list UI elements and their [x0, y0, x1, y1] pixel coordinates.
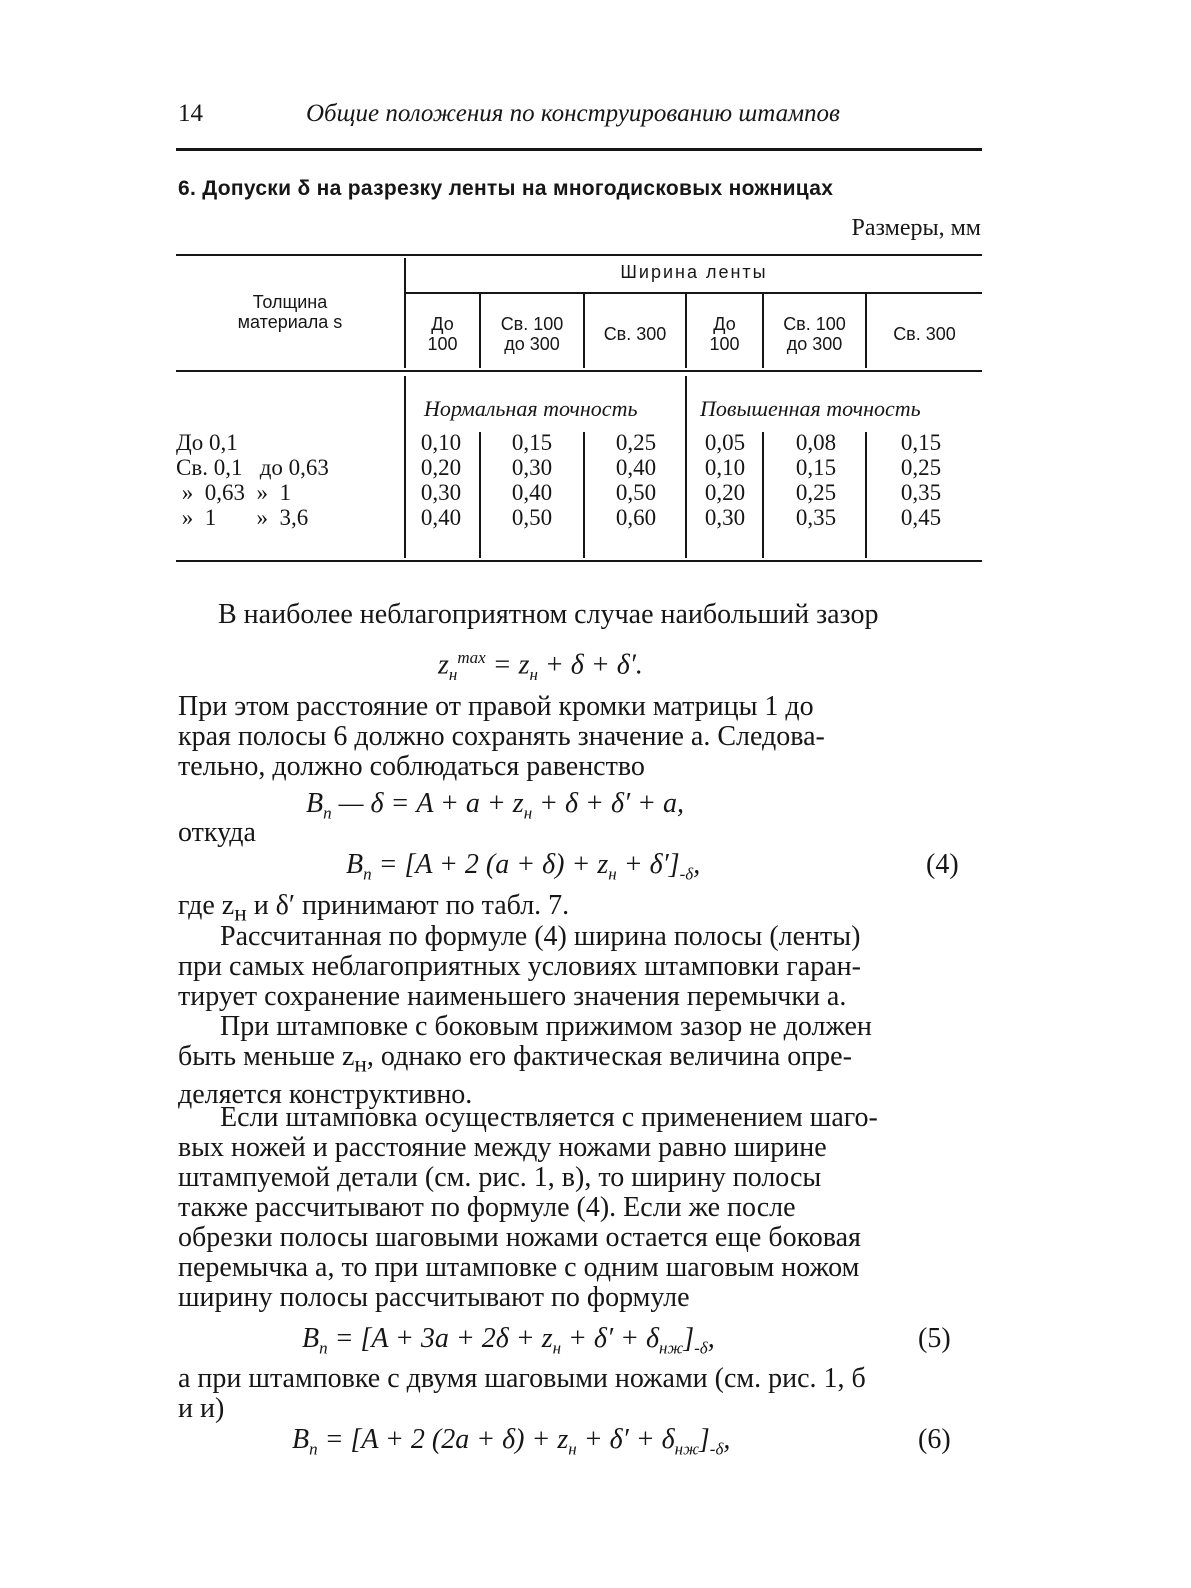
text-line: а при штамповке с двумя шаговыми ножами (см. рис. 1, б	[178, 1363, 866, 1394]
width-col-header	[764, 314, 865, 354]
width-col-header-line: до 300	[504, 334, 560, 354]
paragraph	[178, 922, 978, 1012]
width-col-header-line: Св. 300	[893, 324, 956, 344]
table-cell: 0,40	[511, 480, 553, 505]
value-column	[881, 430, 961, 530]
text-line: обрезки полосы шаговыми ножами остается еще боковая	[178, 1222, 861, 1253]
text-line: при самых неблагоприятных условиях штамповки гаран-	[178, 951, 861, 982]
text-line: края полосы 6 должно сохранять значение a. Следова-	[178, 721, 825, 752]
body-divider	[583, 432, 585, 558]
formula-equality: $B_п$ — $\delta = A + a + z_н + \delta + \delta' + a$,	[306, 788, 684, 823]
row-label: Св. 0,1 до 0,63	[176, 455, 329, 480]
table-units: Размеры, мм	[851, 215, 981, 241]
row-label: » 1 » 3,6	[176, 505, 309, 530]
text-line: также рассчитывают по формуле (4). Если же после	[178, 1192, 796, 1223]
table-cell: 0,50	[511, 505, 553, 530]
row-labels	[176, 430, 329, 530]
paragraph	[178, 1103, 978, 1313]
table-top-rule	[176, 254, 982, 256]
text-line: деляется конструктивно.	[178, 1078, 473, 1110]
table-cell: 0,30	[704, 505, 746, 530]
text-line: откуда	[178, 817, 256, 848]
width-col-header-line: До	[713, 314, 736, 334]
table-caption: 6. Допуски δ на разрезку ленты на многодисковых ножницах	[178, 177, 834, 200]
width-col-header-line: Св. 300	[603, 324, 667, 344]
header-rule	[176, 148, 982, 151]
text-line: ширину полосы рассчитывают по формуле	[178, 1282, 690, 1313]
running-title: Общие положения по конструированию штампов	[306, 100, 840, 127]
width-col-header	[867, 324, 982, 344]
table-cell: 0,45	[900, 505, 942, 530]
body-divider	[865, 432, 867, 558]
table-bottom-rule	[176, 560, 982, 562]
table-cell: 0,40	[420, 505, 462, 530]
text-line: быть меньше $z_н$, однако его фактическая величина опре-	[178, 1041, 852, 1078]
paragraph	[178, 692, 978, 782]
width-col-header-line: 100	[709, 334, 740, 354]
text-line: Если штамповка осуществляется с применением шаго-	[220, 1102, 878, 1133]
group-header-rule	[406, 292, 982, 294]
paragraph	[178, 1364, 978, 1424]
text-line: перемычка a, то при штамповке с одним шаговым ножом	[178, 1252, 860, 1283]
paragraph	[178, 1012, 978, 1110]
body-divider	[479, 432, 481, 558]
table-cell: 0,25	[795, 480, 837, 505]
table-cell: 0,35	[795, 505, 837, 530]
table-cell: 0,10	[704, 455, 746, 480]
equation-number-5: (5)	[918, 1323, 951, 1354]
table-cell: 0,08	[795, 430, 837, 455]
row-label: » 0,63 » 1	[176, 480, 291, 505]
paragraph	[178, 818, 978, 848]
equation-number-6: (6)	[918, 1424, 951, 1455]
table-cell: 0,30	[420, 480, 462, 505]
text-line: штампуемой детали (см. рис. 1, в), то ширину полосы	[178, 1162, 822, 1193]
table-cell: 0,30	[511, 455, 553, 480]
thickness-header-line: Толщина	[252, 292, 328, 312]
text-line: В наиболее неблагоприятном случае наибольший зазор	[218, 599, 879, 630]
thickness-header-line: материала s	[237, 312, 343, 332]
table-cell: 0,60	[615, 505, 657, 530]
table-cell: 0,50	[615, 480, 657, 505]
body-divider-middle	[685, 376, 687, 558]
page-number: 14	[178, 100, 203, 127]
table-cell: 0,10	[420, 430, 462, 455]
value-column	[408, 430, 474, 530]
table-cell: 0,35	[900, 480, 942, 505]
table-cell: 0,15	[795, 455, 837, 480]
row-label: До 0,1	[176, 430, 238, 455]
table-cell: 0,05	[704, 430, 746, 455]
width-col-header-line: Св. 100	[783, 314, 846, 334]
width-col-header	[585, 324, 685, 344]
text-line: Рассчитанная по формуле (4) ширина полосы (ленты)	[220, 921, 861, 952]
formula-6: $B_п = [A + 2$ $(2a + \delta) + z_н + \delta' + \delta_{нж}]_{-\delta}$,	[292, 1424, 731, 1459]
table-cell: 0,15	[900, 430, 942, 455]
subheader-high-accuracy: Повышенная точность	[700, 396, 921, 421]
width-col-header	[687, 314, 762, 354]
text-line: вых ножей и расстояние между ножами равно ширине	[178, 1132, 827, 1163]
body-divider	[762, 432, 764, 558]
width-col-header-line: До	[431, 314, 454, 334]
table-cell: 0,15	[511, 430, 553, 455]
width-col-header-line: Св. 100	[500, 314, 564, 334]
subheader-normal-accuracy: Нормальная точность	[424, 396, 638, 421]
text-line: При этом расстояние от правой кромки матрицы 1 до	[178, 691, 814, 722]
value-column	[776, 430, 856, 530]
page-header	[178, 100, 978, 132]
value-column	[596, 430, 676, 530]
header-bottom-rule	[176, 370, 982, 372]
table-cell: 0,20	[704, 480, 746, 505]
body-divider-left	[404, 376, 406, 558]
text-line: и и)	[178, 1393, 225, 1424]
thickness-header	[176, 292, 404, 332]
formula-zmax: $z_н^{max} = z_н + \delta + \delta'$.	[438, 648, 643, 684]
formula-4: $B_п = [A + 2$ $(a + \delta) + z_н + \delta']_{-\delta}$,	[346, 849, 701, 884]
value-column	[690, 430, 760, 530]
text-line: При штамповке с боковым прижимом зазор не должен	[220, 1011, 872, 1042]
table-cell: 0,25	[615, 430, 657, 455]
width-group-header: Ширина ленты	[620, 262, 768, 282]
width-col-header	[481, 314, 583, 354]
text-line: тирует сохранение наименьшего значения перемычки a.	[178, 981, 847, 1012]
equation-number-4: (4)	[926, 849, 959, 880]
tolerance-table	[176, 254, 982, 574]
formula-5: $B_п = [A + 3a + 2\delta + z_н + \delta' + \delta_{нж}]_{-\delta}$,	[302, 1323, 715, 1358]
width-col-header	[406, 314, 479, 354]
width-col-header-line: 100	[427, 334, 458, 354]
width-col-header-line: до 300	[786, 334, 843, 354]
table-cell: 0,25	[900, 455, 942, 480]
value-column	[492, 430, 572, 530]
text-line: где $z_н$ и δ′ принимают по табл. 7.	[178, 890, 570, 927]
text-line: тельно, должно соблюдаться равенство	[178, 751, 645, 782]
table-cell: 0,40	[615, 455, 657, 480]
table-cell: 0,20	[420, 455, 462, 480]
paragraph	[218, 600, 978, 630]
